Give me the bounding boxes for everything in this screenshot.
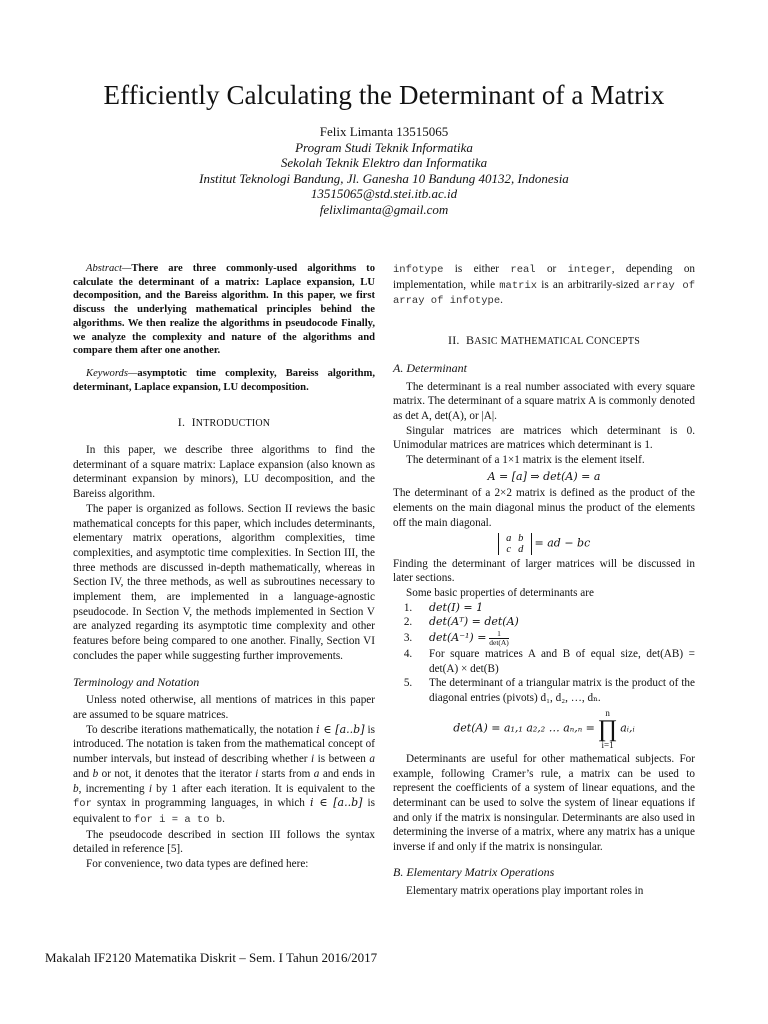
- paper-title: Efficiently Calculating the Determinant of a Matrix: [103, 80, 665, 110]
- author-name: Felix Limanta 13515065: [319, 124, 449, 139]
- list-item: 4. For square matrices A and B of equal size, det(AB) = det(A) × det(B): [415, 647, 695, 676]
- product-symbol: n ∏ i=1: [597, 707, 618, 750]
- equation-1x1: A = [a] ⇒ det(A) = a: [487, 469, 601, 483]
- page-footer: Makalah IF2120 Matematika Diskrit – Sem. I Tahun 2016/2017: [45, 950, 378, 965]
- determinant-paragraph-2: Singular matrices are matrices which determinant is 0. Unimodular matrices are matrices which determinant is 1.: [393, 424, 695, 452]
- subsection-terminology: Terminology and Notation: [73, 674, 200, 689]
- subsection-determinant: A. Determinant: [393, 360, 467, 375]
- determinant-paragraph-1: The determinant is a real number associated with every square matrix. The determinant of a square matrix A is commonly denoted as det A, det(A), or |A|.: [393, 380, 695, 422]
- intro-paragraph-2: The paper is organized as follows. Section II reviews the basic mathematical concepts for this paper, which includes determinants, elementary matrix operations, algorithm complexities, time complexities, and asymptotic time complexities. In Section III, the three methods are discussed in-depth mathematically, whereas in Section IV, the three methods, as well as subroutines necessary to implement them, are implemented in a language-agnostic pseudocode. In Section V, the methods implemented in Section V are analyzed regarding its asymptotic time complexity and other features before being compared to one another. Finally, Section VI concludes the paper while suggesting further improvements.: [73, 502, 375, 662]
- keywords-label: Keywords—: [86, 367, 138, 379]
- intro-paragraph-3: Unless noted otherwise, all mentions of matrices in this paper are assumed to be square matrices.: [73, 694, 375, 721]
- intro-paragraph-1: In this paper, we describe three algorithms to find the determinant of a square matrix: Laplace expansion (also known as determinant expansion by minors), LU decomposition, and the Bareiss algorithm.: [73, 444, 375, 501]
- determinant-paragraph-4: The determinant of a 2×2 matrix is defined as the product of the elements on the main diagonal minus the product of the elements off the main diagonal.: [393, 487, 695, 529]
- author-email-1: 13515065@std.stei.itb.ac.id: [310, 186, 458, 202]
- determinant-paragraph-5: Finding the determinant of larger matrices will be discussed in later sections.: [393, 557, 695, 585]
- intro-paragraph-5: The pseudocode described in section III follows the syntax detailed in reference [5].: [73, 828, 375, 856]
- datatype-continuation: infotype is either real or integer, depending on implementation, while matrix is an arbitrarily-sized array of array of infotype.: [393, 263, 696, 308]
- list-item: 3. det(A⁻¹) = 1 det(A): [415, 630, 695, 647]
- list-item: 5. The determinant of a triangular matrix is the product of the diagonal entries (pivots) d₁, d₂, …, dₙ.: [415, 676, 695, 705]
- elementary-paragraph-1: Elementary matrix operations play important roles in: [406, 884, 644, 897]
- list-item: 2. det(Aᵀ) = det(A): [415, 615, 695, 630]
- section-heading-introduction: I. INTRODUCTION: [177, 415, 271, 430]
- intro-paragraph-4: To describe iterations mathematically, the notation i ∈ [a..b] is introduced. The notation is taken from the mathematical concept of number intervals, but instead of describing whether i is between a and b or not, it denotes that the iterator i starts from a and ends in b, incrementing i by 1 after each iteration. It is equivalent to the for syntax in programming languages, in which i ∈ [a..b] is equivalent to for i = a to b.: [73, 722, 376, 826]
- list-item: 1. det(I) = 1: [415, 601, 695, 616]
- matrix-2x2: a b c d: [498, 533, 532, 555]
- determinant-paragraph-6: Some basic properties of determinants are: [406, 586, 594, 599]
- affiliation-school: Sekolah Teknik Elektro dan Informatika: [280, 155, 488, 171]
- determinant-paragraph-3: The determinant of a 1×1 matrix is the element itself.: [406, 454, 645, 467]
- keywords-text: asymptotic time complexity, Bareiss algorithm, determinant, Laplace expansion, LU decomposition.: [73, 367, 375, 393]
- determinant-paragraph-7: Determinants are useful for other mathematical subjects. For example, following Cramer’s rule, a matrix can be used to represent the coefficients of a system of linear equations, and the determinant can be used to solve the system of linear equations if and only if the matrix is nonsingular. Determinants are also used in determining the inverse of a matrix, where any matrix has a unique inverse if and only if the matrix is nonsingular.: [393, 752, 695, 854]
- author-email-2: felixlimanta@gmail.com: [319, 201, 449, 217]
- right-column: [393, 262, 695, 898]
- abstract-label: Abstract—: [86, 263, 132, 274]
- keywords: [73, 367, 375, 394]
- subsection-elementary-operations: B. Elementary Matrix Operations: [393, 864, 555, 879]
- affiliation-institute: Institut Teknologi Bandung, Jl. Ganesha 10 Bandung 40132, Indonesia: [199, 170, 569, 186]
- equation-triangular: det(A) = a₁,₁ a₂,₂ … aₙ,ₙ = n ∏ i=1 aᵢ,ᵢ: [453, 707, 635, 750]
- intro-paragraph-6: For convenience, two data types are defined here:: [86, 858, 309, 871]
- abstract-text: There are three commonly-used algorithms to calculate the determinant of a matrix: Laplace expansion, LU decomposition, and the Bareiss algorithm. In this paper, we first discuss the underlying mathematical principles behind the algorithms. We then realize the algorithms in pseudocode Finally, we analyze the complexity and nature of the algorithms and compare them after one another.: [73, 263, 375, 357]
- abstract: [73, 262, 375, 358]
- determinant-properties-list: [393, 601, 695, 706]
- equation-2x2: a b c d = ad − bc: [393, 533, 695, 555]
- left-column: [73, 262, 375, 872]
- section-heading-basic-concepts: II. BASIC MATHEMATICAL CONCEPTS: [448, 333, 640, 348]
- author-block: [0, 124, 768, 218]
- affiliation-program: Program Studi Teknik Informatika: [295, 139, 473, 155]
